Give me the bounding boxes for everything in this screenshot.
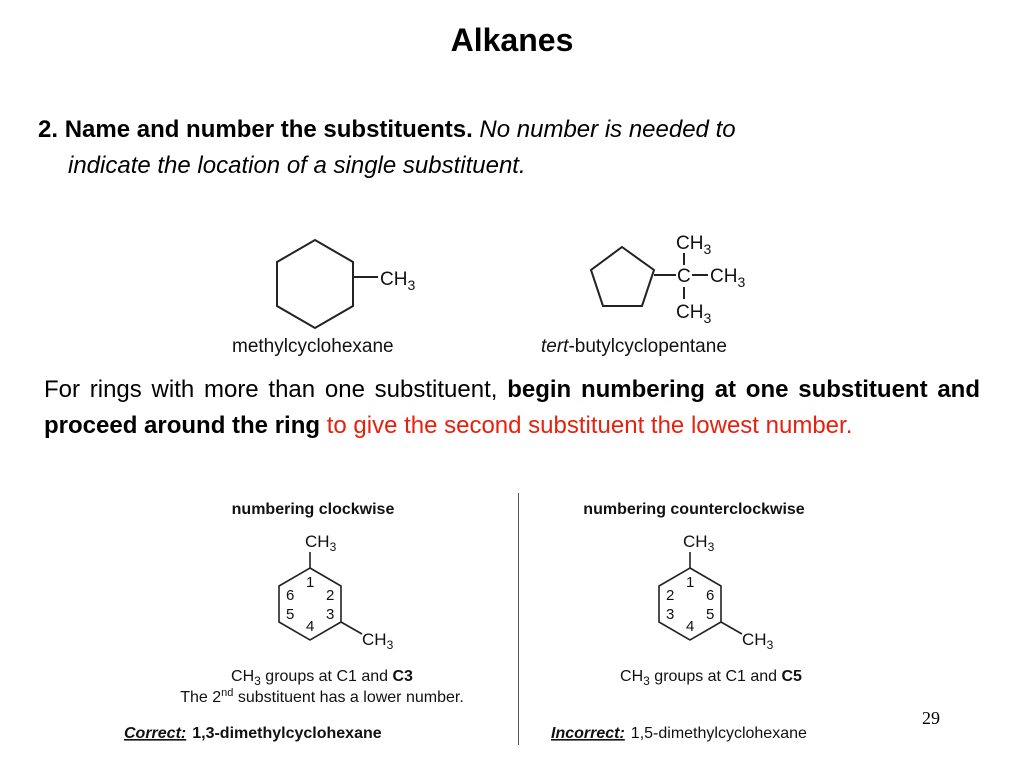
clockwise-heading: numbering clockwise (231, 501, 395, 518)
counterclockwise-panel (540, 495, 860, 750)
cyclohexane-ring (277, 240, 353, 328)
counterclockwise-verdict: Incorrect: 1,5-dimethylcyclohexane (551, 725, 807, 742)
clockwise-panel (110, 495, 510, 750)
step-note-line2: indicate the location of a single substituent. (68, 152, 526, 179)
counterclockwise-groups-text: $CH_3$ groups at C1 and C5 (620, 668, 802, 688)
counterclockwise-bottom-bond (721, 622, 742, 634)
step-lead: Name and number the substituents. (64, 116, 473, 143)
counterclockwise-bottom-methyl: $CH_3$ (742, 630, 774, 652)
counterclockwise-num-4: 4 (686, 618, 695, 635)
clockwise-lower-text: The 2nd substituent has a lower number. (180, 687, 464, 706)
rule-paragraph (44, 372, 980, 444)
clockwise-num-5: 5 (286, 606, 295, 623)
counterclockwise-heading: numbering counterclockwise (583, 501, 805, 518)
clockwise-top-methyl: $CH_3$ (305, 532, 337, 554)
clockwise-num-1: 1 (306, 574, 315, 591)
rule-red: to give the second substituent the lowest number. (326, 412, 853, 439)
bottom-methyl-group: $CH_3$ (676, 302, 712, 326)
clockwise-num-6: 6 (286, 587, 295, 604)
clockwise-groups-text: $CH_3$ groups at C1 and C3 (231, 668, 413, 688)
quaternary-carbon: C (677, 266, 691, 287)
counterclockwise-num-2: 2 (666, 587, 675, 604)
methyl-group: $CH_3$ (380, 269, 416, 293)
methylcyclohexane-label: methylcyclohexane (232, 336, 394, 357)
page-number: 29 (922, 708, 940, 728)
clockwise-num-4: 4 (306, 618, 315, 635)
top-methyl-group: $CH_3$ (676, 233, 712, 257)
counterclockwise-num-1: 1 (686, 574, 695, 591)
slide-title: Alkanes (450, 22, 574, 58)
clockwise-bottom-methyl: $CH_3$ (362, 630, 394, 652)
step-note-line1: No number is needed to (479, 116, 736, 143)
step-number: 2. (38, 116, 59, 143)
rule-bold: begin numbering at one substituent and proceed around the ring (44, 376, 980, 439)
counterclockwise-num-5: 5 (706, 606, 715, 623)
tert-butylcyclopentane-structure (530, 226, 770, 360)
methylcyclohexane-structure (230, 228, 430, 360)
right-methyl-group: $CH_3$ (710, 266, 746, 290)
counterclockwise-num-3: 3 (666, 606, 675, 623)
counterclockwise-top-methyl: $CH_3$ (683, 532, 715, 554)
clockwise-num-2: 2 (326, 587, 335, 604)
step-text (38, 112, 972, 184)
rule-intro: For rings with more than one substituent, (44, 376, 498, 403)
comparison-divider (518, 493, 519, 745)
tert-butylcyclopentane-label: tert-butylcyclopentane (541, 336, 727, 357)
counterclockwise-num-6: 6 (706, 587, 715, 604)
clockwise-bottom-bond (341, 622, 362, 634)
clockwise-num-3: 3 (326, 606, 335, 623)
clockwise-verdict: Correct: 1,3-dimethylcyclohexane (124, 725, 382, 742)
cyclopentane-ring (591, 247, 654, 306)
